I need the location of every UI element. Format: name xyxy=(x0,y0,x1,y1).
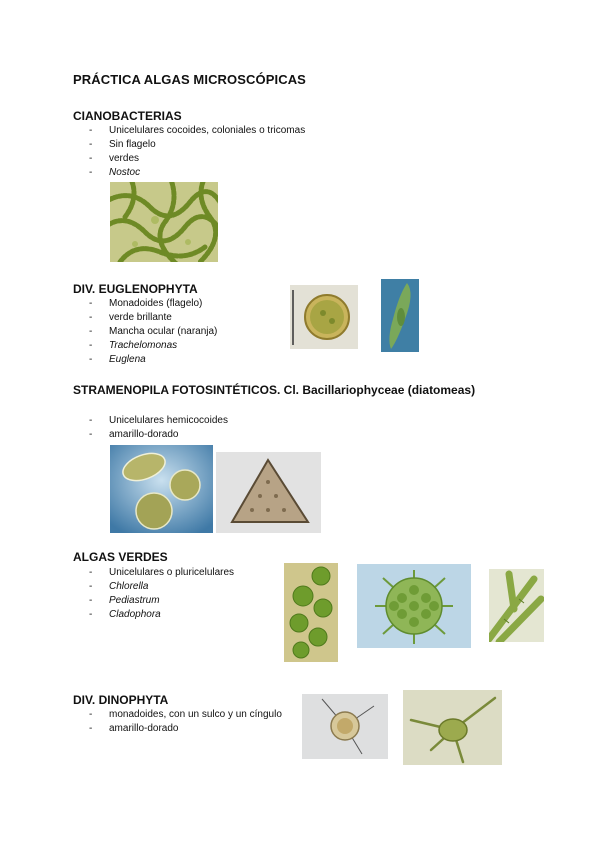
list-item: - amarillo-dorado xyxy=(89,429,179,440)
bullet-dash: - xyxy=(89,567,93,578)
list-item: - Cladophora xyxy=(89,609,161,620)
page-title: PRÁCTICA ALGAS MICROSCÓPICAS xyxy=(73,72,306,87)
trachelomonas-photo xyxy=(290,285,358,349)
list-item: - Pediastrum xyxy=(89,595,160,606)
bullet-dash: - xyxy=(89,298,93,309)
bullet-dash: - xyxy=(89,139,93,150)
list-item: - Nostoc xyxy=(89,167,141,178)
list-item: - verde brillante xyxy=(89,312,172,323)
bullet-dash: - xyxy=(89,429,93,440)
list-item: - Unicelulares hemicocoides xyxy=(89,415,228,426)
list-item: - Mancha ocular (naranja) xyxy=(89,326,218,337)
list-item: - Chlorella xyxy=(89,581,149,592)
bullet-dash: - xyxy=(89,167,93,178)
cladophora-photo xyxy=(489,569,544,642)
bullet-dash: - xyxy=(89,312,93,323)
section-list-cianobacterias xyxy=(89,124,305,180)
list-item: - amarillo-dorado xyxy=(89,723,179,734)
chlorella-photo xyxy=(284,563,338,662)
bullet-dash: - xyxy=(89,581,93,592)
list-item: - monadoides, con un sulco y un cíngulo xyxy=(89,709,282,720)
section-list-euglenophyta xyxy=(89,297,217,367)
bullet-dash: - xyxy=(89,125,93,136)
list-item: - Trachelomonas xyxy=(89,340,178,351)
section-list-dinophyta xyxy=(89,708,282,736)
euglena-photo xyxy=(381,279,419,352)
dinoflagellate-2-photo xyxy=(403,690,502,765)
bullet-dash: - xyxy=(89,326,93,337)
pediastrum-photo xyxy=(357,564,471,648)
section-heading-cianobacterias: CIANOBACTERIAS xyxy=(73,109,182,123)
section-heading-algas-verdes: ALGAS VERDES xyxy=(73,550,168,564)
bullet-dash: - xyxy=(89,354,93,365)
dinoflagellate-1-photo xyxy=(302,694,388,759)
section-heading-euglenophyta: DIV. EUGLENOPHYTA xyxy=(73,282,198,296)
bullet-dash: - xyxy=(89,609,93,620)
list-item: - Sin flagelo xyxy=(89,139,156,150)
list-item: - Unicelulares cocoides, coloniales o tricomas xyxy=(89,125,306,136)
section-list-stramenopila xyxy=(89,414,228,442)
section-heading-stramenopila: STRAMENOPILA FOTOSINTÉTICOS. Cl. Bacillariophyceae (diatomeas) xyxy=(73,383,476,397)
bullet-dash: - xyxy=(89,415,93,426)
nostoc-photo xyxy=(110,182,218,262)
diatom-centric-photo xyxy=(110,445,213,533)
bullet-dash: - xyxy=(89,723,93,734)
bullet-dash: - xyxy=(89,595,93,606)
list-item: - verdes xyxy=(89,153,140,164)
section-list-algas-verdes xyxy=(89,566,234,622)
diatom-triangular-photo xyxy=(216,452,321,533)
list-item: - Euglena xyxy=(89,354,146,365)
bullet-dash: - xyxy=(89,153,93,164)
section-heading-dinophyta: DIV. DINOPHYTA xyxy=(73,693,169,707)
bullet-dash: - xyxy=(89,709,93,720)
bullet-dash: - xyxy=(89,340,93,351)
list-item: - Unicelulares o pluricelulares xyxy=(89,567,235,578)
list-item: - Monadoides (flagelo) xyxy=(89,298,203,309)
